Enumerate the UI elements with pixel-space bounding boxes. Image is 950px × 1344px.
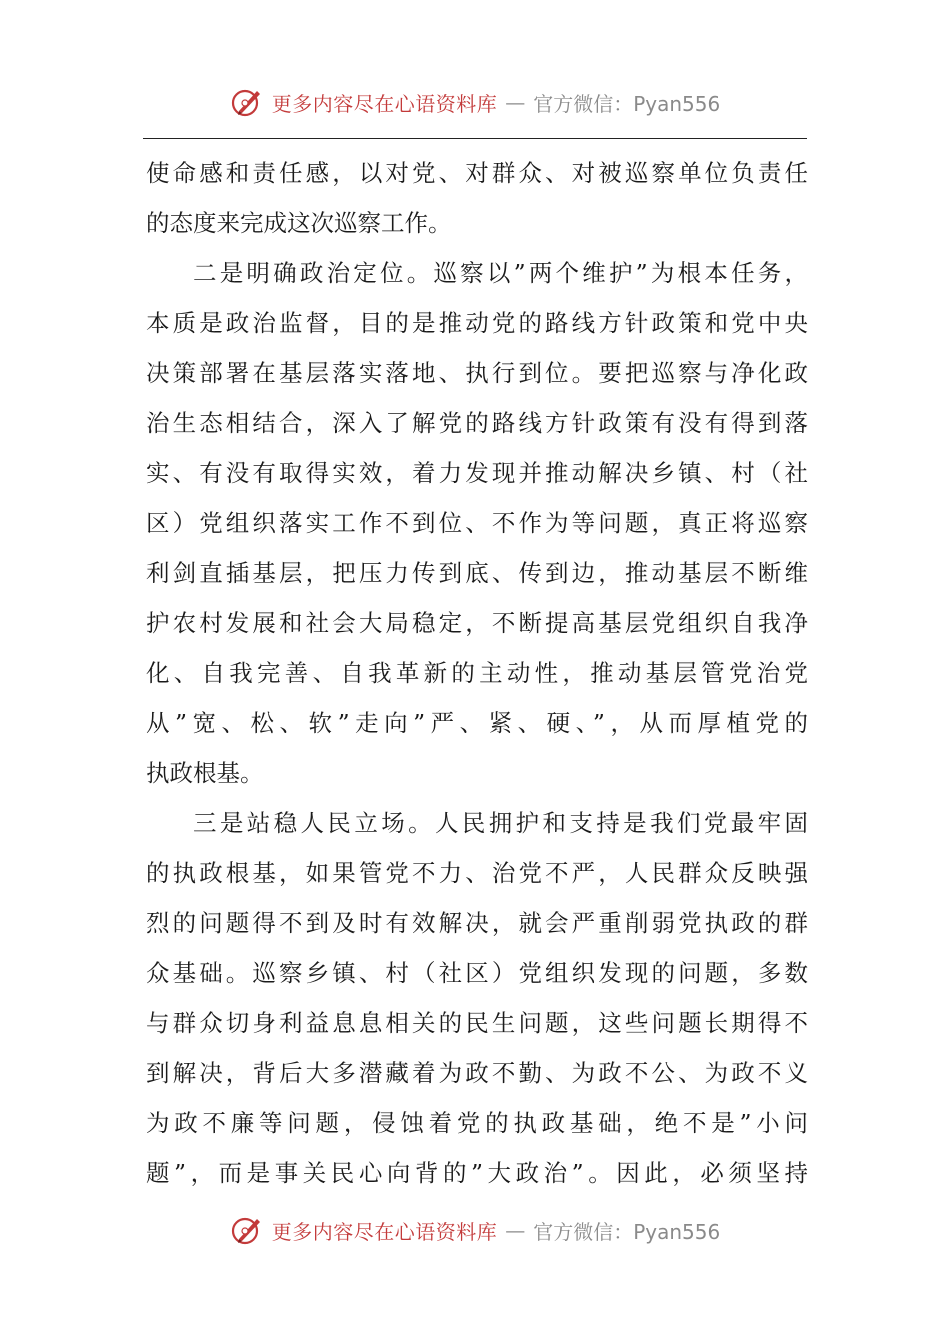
pen-circle-logo-icon [230, 85, 264, 119]
text-line: 到解决，背后大多潜藏着为政不勤、为政不公、为政不义 [146, 1059, 808, 1087]
brand-title: 更多内容尽在心语资料库 [271, 1219, 498, 1244]
brand-title: 更多内容尽在心语资料库 [271, 91, 498, 116]
document-body [146, 148, 808, 1198]
brand-wechat: 官方微信：Pyan556 [533, 1219, 721, 1244]
text-line: 化、自我完善、自我革新的主动性，推动基层管党治党 [146, 659, 808, 687]
text-line: 众基础。巡察乡镇、村（社区）党组织发现的问题，多数 [146, 959, 808, 987]
text-line: 与群众切身利益息息相关的民生问题，这些问题长期得不 [146, 1009, 808, 1037]
footer-brand [0, 1210, 950, 1250]
paragraph-start-line: 三是站稳人民立场。人民拥护和支持是我们党最牢固 [193, 809, 808, 837]
text-line: 决策部署在基层落实落地、执行到位。要把巡察与净化政 [146, 359, 808, 387]
header-divider [143, 138, 807, 139]
text-line: 题”，而是事关民心向背的”大政治”。因此，必须坚持 [146, 1159, 808, 1187]
text-line: 烈的问题得不到及时有效解决，就会严重削弱党执政的群 [146, 909, 808, 937]
text-line: 本质是政治监督，目的是推动党的路线方针政策和党中央 [146, 309, 808, 337]
paragraph-start-line: 二是明确政治定位。巡察以”两个维护”为根本任务， [193, 259, 808, 287]
text-line: 执政根基。 [146, 759, 264, 787]
pen-circle-logo-icon [230, 1213, 264, 1247]
text-line: 的态度来完成这次巡察工作。 [146, 209, 452, 237]
brand-wechat: 官方微信：Pyan556 [533, 91, 721, 116]
text-line: 的执政根基，如果管党不力、治党不严，人民群众反映强 [146, 859, 808, 887]
text-line: 区）党组织落实工作不到位、不作为等问题，真正将巡察 [146, 509, 808, 537]
text-line: 为政不廉等问题，侵蚀着党的执政基础，绝不是”小问 [146, 1109, 808, 1137]
text-line: 使命感和责任感，以对党、对群众、对被巡察单位负责任 [146, 159, 808, 187]
text-line: 治生态相结合，深入了解党的路线方针政策有没有得到落 [146, 409, 808, 437]
header-brand [0, 82, 950, 122]
text-line: 利剑直插基层，把压力传到底、传到边，推动基层不断维 [146, 559, 808, 587]
brand-separator: — [505, 1218, 526, 1242]
text-line: 实、有没有取得实效，着力发现并推动解决乡镇、村（社 [146, 459, 808, 487]
brand-separator: — [505, 90, 526, 114]
text-line: 护农村发展和社会大局稳定，不断提高基层党组织自我净 [146, 609, 808, 637]
text-line: 从”宽、松、软”走向”严、紧、硬、”，从而厚植党的 [146, 709, 808, 737]
